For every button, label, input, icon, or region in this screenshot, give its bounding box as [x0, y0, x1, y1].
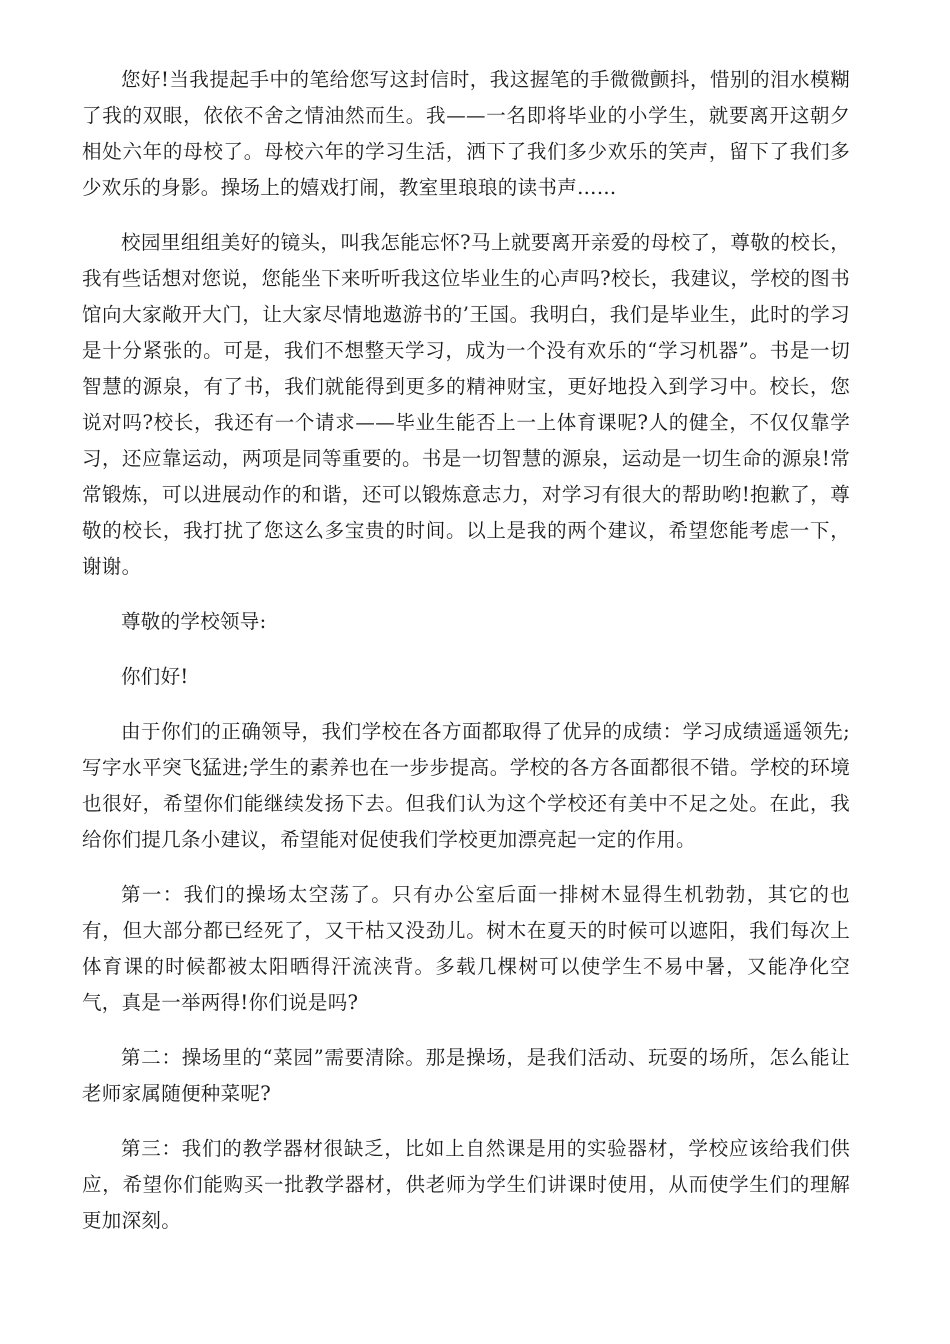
greeting: 你们好! [121, 665, 189, 688]
paragraph-suggestion-first: 第一：我们的操场太空荡了。只有办公室后面一排树木显得生机勃勃，其它的也有，但大部分都已经死了，又干枯又没劲儿。树木在夏天的时候可以遮阳，我们每次上体育课的时候都被太阳晒得汗流浃背。多载几棵树可以使学生不易中暑，又能净化空气，真是一举两得!你们说是吗? [82, 883, 850, 1014]
paragraph-farewell-intro: 您好!当我提起手中的笔给您写这封信时，我这握笔的手微微颤抖，惜别的泪水模糊了我的双眼，依依不舍之情油然而生。我——一名即将毕业的小学生，就要离开这朝夕相处六年的母校了。母校六年的学习生活，洒下了我们多少欢乐的笑声，留下了我们多少欢乐的身影。操场上的嬉戏打闹，教室里琅琅的读书声…… [82, 68, 850, 199]
paragraph-school-achievements: 由于你们的正确领导，我们学校在各方面都取得了优异的成绩：学习成绩遥遥领先;写字水平突飞猛进;学生的素养也在一步步提高。学校的各方各面都很不错。学校的环境也很好，希望你们能继续发扬下去。但我们认为这个学校还有美中不足之处。在此，我给你们提几条小建议，希望能对促使我们学校更加漂亮起一定的作用。 [82, 720, 850, 851]
document-page [82, 62, 850, 1258]
paragraph-suggestion-second: 第二：操场里的“菜园”需要清除。那是操场，是我们活动、玩耍的场所，怎么能让老师家属随便种菜呢? [82, 1046, 850, 1105]
paragraph-suggestions-to-principal: 校园里组组美好的镜头，叫我怎能忘怀?马上就要离开亲爱的母校了，尊敬的校长，我有些话想对您说，您能坐下来听听我这位毕业生的心声吗?校长，我建议，学校的图书馆向大家敞开大门，让大家尽情地遨游书的’王国。我明白，我们是毕业生，此时的学习是十分紧张的。可是，我们不想整天学习，成为一个没有欢乐的“学习机器”。书是一切智慧的源泉，有了书，我们就能得到更多的精神财宝，更好地投入到学习中。校长，您说对吗?校长，我还有一个请求——毕业生能否上一上体育课呢?人的健全，不仅仅靠学习，还应靠运动，两项是同等重要的。书是一切智慧的源泉，运动是一切生命的源泉!常常锻炼，可以进展动作的和谐，还可以锻炼意志力，对学习有很大的帮助哟!抱歉了，尊敬的校长，我打扰了您这么多宝贵的时间。以上是我的两个建议，希望您能考虑一下，谢谢。 [82, 231, 850, 578]
paragraph-suggestion-third: 第三：我们的教学器材很缺乏，比如上自然课是用的实验器材，学校应该给我们供应，希望你们能购买一批教学器材，供老师为学生们讲课时使用，从而使学生们的理解更加深刻。 [82, 1137, 850, 1232]
salutation: 尊敬的学校领导: [121, 610, 267, 633]
